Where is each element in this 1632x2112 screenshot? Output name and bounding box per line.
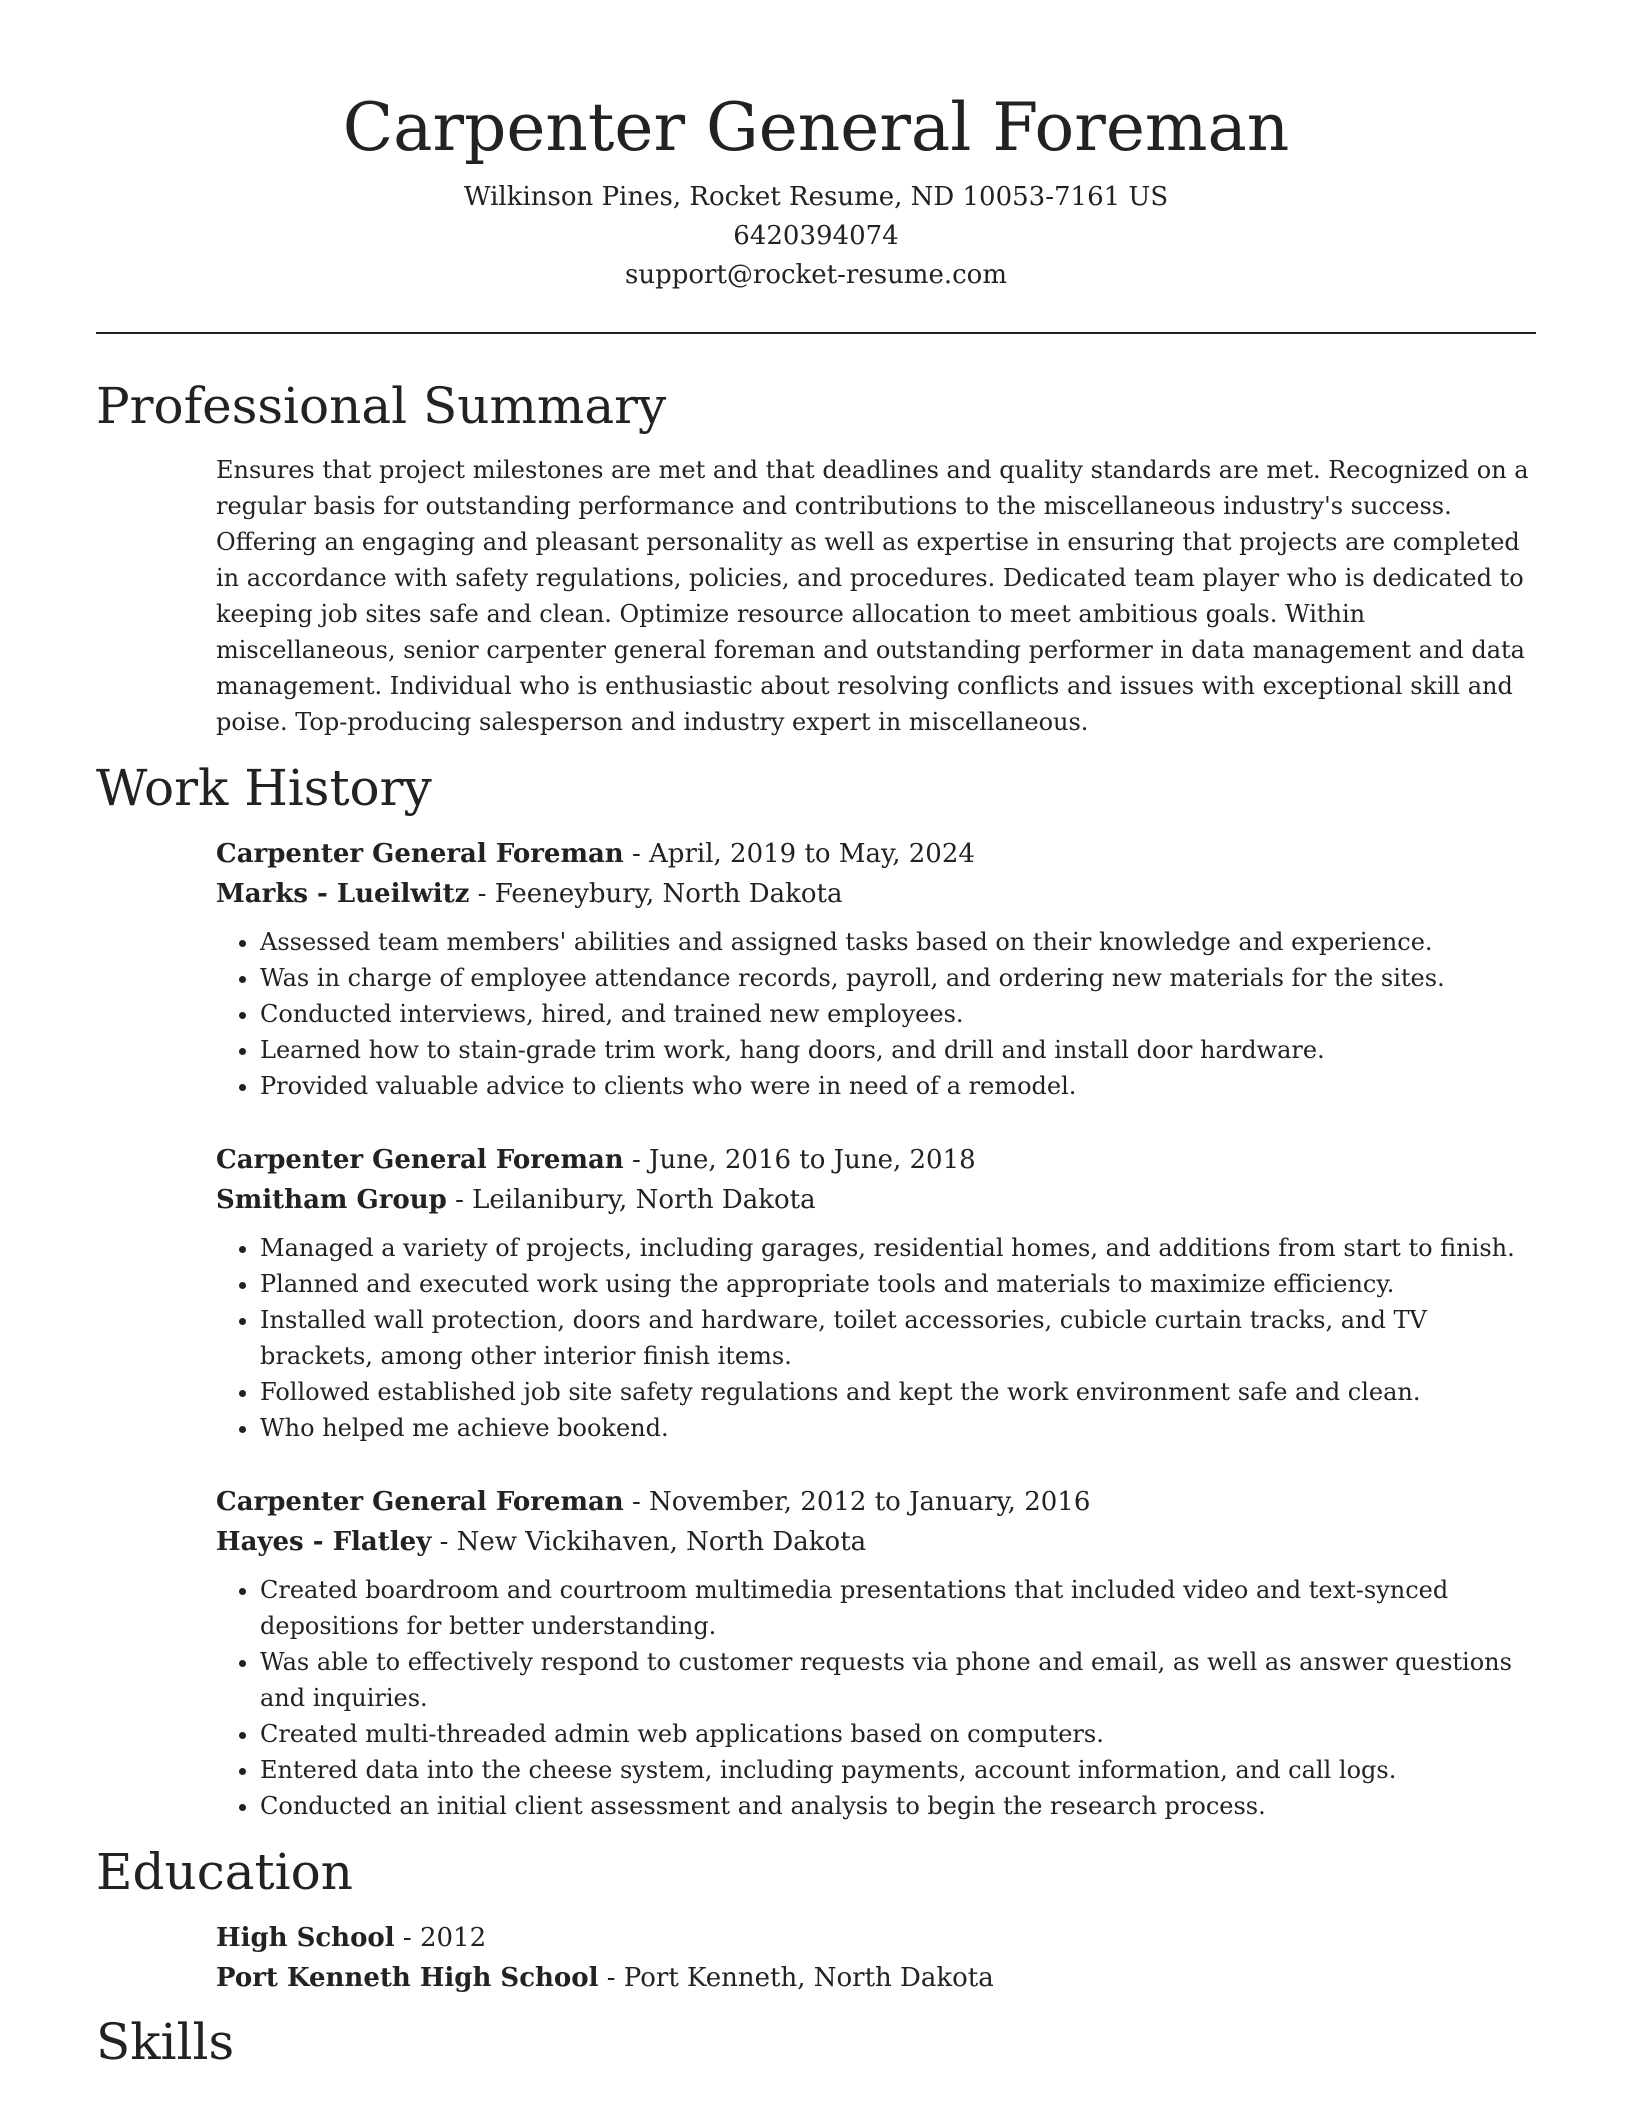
contact-address: Wilkinson Pines, Rocket Resume, ND 10053-7161 US bbox=[463, 182, 1169, 212]
contact-info bbox=[96, 178, 1536, 295]
job-dates: - June, 2016 to June, 2018 bbox=[623, 1145, 976, 1175]
job-dates: - November, 2012 to January, 2016 bbox=[623, 1487, 1091, 1517]
job-company: Smitham Group bbox=[216, 1185, 447, 1215]
job-duties-list bbox=[216, 1230, 1536, 1446]
contact-email: support@rocket-resume.com bbox=[624, 260, 1007, 290]
job-duty: • Planned and executed work using the appropriate tools and materials to maximize efficiency. bbox=[260, 1266, 1536, 1302]
job-duties-list bbox=[216, 924, 1536, 1104]
job-company-line bbox=[216, 1180, 1536, 1220]
job-duty: • Was in charge of employee attendance records, payroll, and ordering new materials for the sites. bbox=[260, 960, 1536, 996]
skills-heading: Skills bbox=[96, 2013, 235, 2071]
education-degree: High School bbox=[216, 1923, 395, 1953]
job-duty: • Installed wall protection, doors and hardware, toilet accessories, cubicle curtain tracks, and TV brackets, among other interior finish items. bbox=[260, 1302, 1536, 1374]
candidate-name: Carpenter General Foreman bbox=[342, 89, 1290, 166]
job-company: Marks - Lueilwitz bbox=[216, 879, 470, 909]
job-role: Carpenter General Foreman bbox=[216, 1487, 624, 1517]
summary-heading: Professional Summary bbox=[96, 377, 667, 435]
job-duty: • Conducted interviews, hired, and trained new employees. bbox=[260, 996, 1536, 1032]
job-duty: • Conducted an initial client assessment and analysis to begin the research process. bbox=[260, 1788, 1536, 1824]
job-entry bbox=[216, 1482, 1536, 1824]
resume-header bbox=[96, 0, 1536, 295]
job-duty: • Created boardroom and courtroom multimedia presentations that included video and text-synced depositions for better understanding. bbox=[260, 1572, 1536, 1644]
job-title-line bbox=[216, 1482, 1536, 1522]
job-duty: • Managed a variety of projects, including garages, residential homes, and additions from start to finish. bbox=[260, 1230, 1536, 1266]
job-duty: • Who helped me achieve bookend. bbox=[260, 1410, 1536, 1446]
job-title-line bbox=[216, 1140, 1536, 1180]
job-dates: - April, 2019 to May, 2024 bbox=[623, 839, 975, 869]
education-school: Port Kenneth High School bbox=[216, 1963, 599, 1993]
job-title-line bbox=[216, 834, 1536, 874]
education-entry bbox=[216, 1918, 1536, 1998]
job-company-line bbox=[216, 874, 1536, 914]
job-duty: • Learned how to stain-grade trim work, hang doors, and drill and install door hardware. bbox=[260, 1032, 1536, 1068]
education-school-line bbox=[216, 1958, 1536, 1998]
education-heading: Education bbox=[96, 1843, 353, 1901]
job-location: - New Vickihaven, North Dakota bbox=[431, 1527, 867, 1557]
job-duty: • Provided valuable advice to clients who were in need of a remodel. bbox=[260, 1068, 1536, 1104]
education-year: - 2012 bbox=[394, 1923, 487, 1953]
summary-text: Ensures that project milestones are met and that deadlines and quality standards are met. Recognized on a regular basis for outstanding performance and contributions to the miscellaneous industry's success. Offering an engaging and pleasant personality as well as expertise in ensuring that projects are completed in accordance with safety regulations, policies, and procedures. Dedicated team player who is dedicated to keeping job sites safe and clean. Optimize resource allocation to meet ambitious goals. Within miscellaneous, senior carpenter general foreman and outstanding performer in data management and data management. Individual who is enthusiastic about resolving conflicts and issues with exceptional skill and poise. Top-producing salesperson and industry expert in miscellaneous. bbox=[216, 456, 1529, 736]
job-role: Carpenter General Foreman bbox=[216, 1145, 624, 1175]
education-location: - Port Kenneth, North Dakota bbox=[598, 1963, 994, 1993]
education-degree-line bbox=[216, 1918, 1536, 1958]
job-duty: • Was able to effectively respond to customer requests via phone and email, as well as answer questions and inquiries. bbox=[260, 1644, 1536, 1716]
job-location: - Leilanibury, North Dakota bbox=[446, 1185, 816, 1215]
job-duty: • Created multi-threaded admin web applications based on computers. bbox=[260, 1716, 1536, 1752]
work-history-heading: Work History bbox=[96, 759, 432, 817]
job-company-line bbox=[216, 1522, 1536, 1562]
job-company: Hayes - Flatley bbox=[216, 1527, 432, 1557]
contact-phone: 6420394074 bbox=[733, 221, 899, 251]
job-duty: • Entered data into the cheese system, including payments, account information, and call logs. bbox=[260, 1752, 1536, 1788]
job-duties-list bbox=[216, 1572, 1536, 1824]
header-divider bbox=[96, 332, 1536, 334]
job-location: - Feeneybury, North Dakota bbox=[469, 879, 843, 909]
job-role: Carpenter General Foreman bbox=[216, 839, 624, 869]
job-duty: • Followed established job site safety regulations and kept the work environment safe and clean. bbox=[260, 1374, 1536, 1410]
job-entry bbox=[216, 834, 1536, 1104]
job-entry bbox=[216, 1140, 1536, 1446]
resume-page bbox=[96, 0, 1536, 2074]
job-duty: • Assessed team members' abilities and assigned tasks based on their knowledge and experience. bbox=[260, 924, 1536, 960]
